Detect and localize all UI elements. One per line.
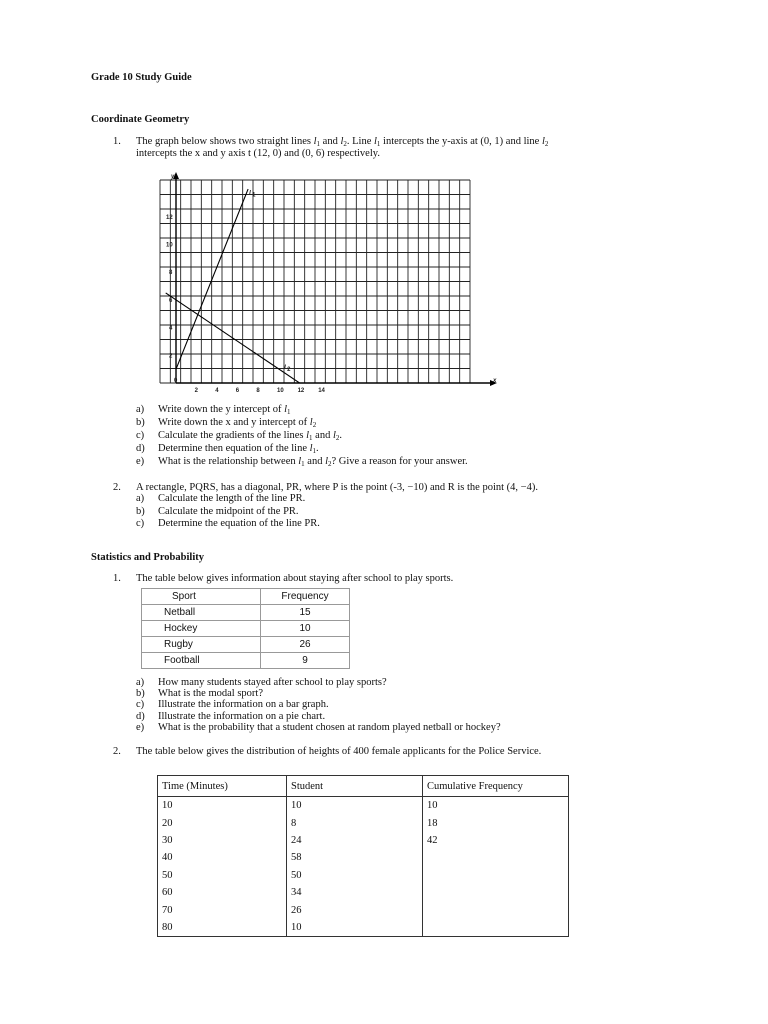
- list-item: a) How many students stayed after school to play sports?: [136, 677, 387, 688]
- table-cell: 34: [287, 884, 423, 901]
- table-row: [158, 814, 569, 831]
- question-text: The graph below shows two straight lines $l_1$ and $l_2$. Line $l_1$ intercepts the y-axis at (0, 1) and line $l_2$: [136, 136, 549, 148]
- table-cell: 80: [158, 919, 287, 937]
- table-row: [158, 884, 569, 901]
- table-cell: 15: [261, 605, 350, 621]
- list-item: c) Determine the equation of the line PR.: [136, 518, 320, 529]
- table-cell: 70: [158, 901, 287, 918]
- sports-frequency-table: [141, 588, 350, 669]
- x-tick-label: 8: [256, 388, 260, 394]
- table-row: [158, 832, 569, 849]
- question-number: 2.: [113, 746, 121, 757]
- table-row: [142, 653, 350, 669]
- x-tick-label: 2: [194, 388, 198, 394]
- table-cell: 26: [287, 901, 423, 918]
- table-cell: [423, 867, 569, 884]
- table-cell: 8: [287, 814, 423, 831]
- table-cell: Rugby: [142, 637, 261, 653]
- list-item: d) Determine then equation of the line $l_1$.: [136, 443, 319, 455]
- table-cell: 9: [261, 653, 350, 669]
- table-cell: 42: [423, 832, 569, 849]
- x-tick-label: 12: [297, 388, 305, 394]
- table-cell: Netball: [142, 605, 261, 621]
- question-number: 1.: [113, 573, 121, 584]
- table-row: [158, 797, 569, 815]
- list-item: e) What is the relationship between $l_1$ and $l_2$? Give a reason for your answer.: [136, 456, 468, 468]
- list-item: b) What is the modal sport?: [136, 688, 263, 699]
- x-tick-label: 14: [318, 388, 325, 394]
- section-heading-coordinate-geometry: Coordinate Geometry: [91, 114, 190, 125]
- table-header-cell: Time (Minutes): [158, 776, 287, 797]
- table-cell: Hockey: [142, 621, 261, 637]
- question-text: The table below gives information about staying after school to play sports.: [136, 573, 454, 584]
- list-item: c) Illustrate the information on a bar graph.: [136, 699, 329, 710]
- table-row: [158, 849, 569, 866]
- table-row: [158, 919, 569, 937]
- table-cell: 58: [287, 849, 423, 866]
- table-cell: 26: [261, 637, 350, 653]
- table-cell: Football: [142, 653, 261, 669]
- table-header-cell: Sport: [142, 589, 261, 605]
- list-item: d) Illustrate the information on a pie chart.: [136, 711, 326, 722]
- table-row: [142, 637, 350, 653]
- table-header-cell: Cumulative Frequency: [423, 776, 569, 797]
- table-cell: 10: [261, 621, 350, 637]
- section-heading-statistics: Statistics and Probability: [91, 552, 204, 563]
- table-header-row: [158, 776, 569, 797]
- list-item: a) Calculate the length of the line PR.: [136, 493, 306, 504]
- table-cell: 60: [158, 884, 287, 901]
- table-cell: 20: [158, 814, 287, 831]
- table-cell: [423, 849, 569, 866]
- origin-label: 0: [174, 378, 178, 384]
- table-cell: 18: [423, 814, 569, 831]
- y-tick-label: 6: [169, 297, 173, 304]
- coordinate-graph: [155, 168, 500, 398]
- table-header-row: [142, 589, 350, 605]
- y-tick-label: 12: [166, 214, 173, 221]
- table-cell: 30: [158, 832, 287, 849]
- table-cell: 40: [158, 849, 287, 866]
- series-label-sub-l2: 2: [287, 367, 291, 374]
- question-text: A rectangle, PQRS, has a diagonal, PR, where P is the point (-3, −10) and R is the point (4, −4).: [136, 482, 538, 493]
- series-label-l1: l: [249, 190, 251, 197]
- table-cell: [423, 884, 569, 901]
- table-cell: [423, 919, 569, 937]
- list-item: b) Calculate the midpoint of the PR.: [136, 506, 299, 517]
- table-cell: 50: [287, 867, 423, 884]
- table-row: [158, 867, 569, 884]
- table-cell: 10: [423, 797, 569, 815]
- question-number: 2.: [113, 482, 121, 493]
- x-tick-label: 6: [235, 388, 240, 394]
- list-item: a) Write down the y intercept of $l_1$: [136, 404, 291, 416]
- table-cell: 24: [287, 832, 423, 849]
- question-text-continued: intercepts the x and y axis t (12, 0) and (0, 6) respectively.: [136, 148, 380, 159]
- list-item: e) What is the probability that a student chosen at random played netball or hockey?: [136, 722, 501, 733]
- list-item: b) Write down the x and y intercept of $l_2$: [136, 417, 317, 429]
- page-title: Grade 10 Study Guide: [91, 72, 192, 83]
- table-cell: 10: [158, 797, 287, 815]
- x-tick-label: 10: [277, 388, 284, 394]
- y-tick-label: 2: [169, 353, 173, 360]
- question-number: 1.: [113, 136, 121, 147]
- y-tick-label: 8: [169, 270, 173, 277]
- table-row: [142, 605, 350, 621]
- table-row: [142, 621, 350, 637]
- question-text: The table below gives the distribution of heights of 400 female applicants for the Police Service.: [136, 746, 542, 757]
- series-label-sub-l1: 1: [252, 192, 256, 199]
- y-tick-label: 10: [166, 242, 173, 249]
- table-header-cell: Frequency: [261, 589, 350, 605]
- table-cell: [423, 901, 569, 918]
- table-row: [158, 901, 569, 918]
- x-axis-label: x: [493, 378, 497, 384]
- table-cell: 10: [287, 797, 423, 815]
- y-axis-label: y: [171, 174, 175, 180]
- series-label-l2: l: [284, 365, 286, 372]
- table-cell: 50: [158, 867, 287, 884]
- y-tick-label: 4: [169, 325, 173, 332]
- x-tick-label: 4: [215, 388, 219, 394]
- table-header-cell: Student: [287, 776, 423, 797]
- list-item: c) Calculate the gradients of the lines $l_1$ and $l_2$.: [136, 430, 343, 442]
- table-cell: 10: [287, 919, 423, 937]
- heights-distribution-table: [157, 775, 569, 937]
